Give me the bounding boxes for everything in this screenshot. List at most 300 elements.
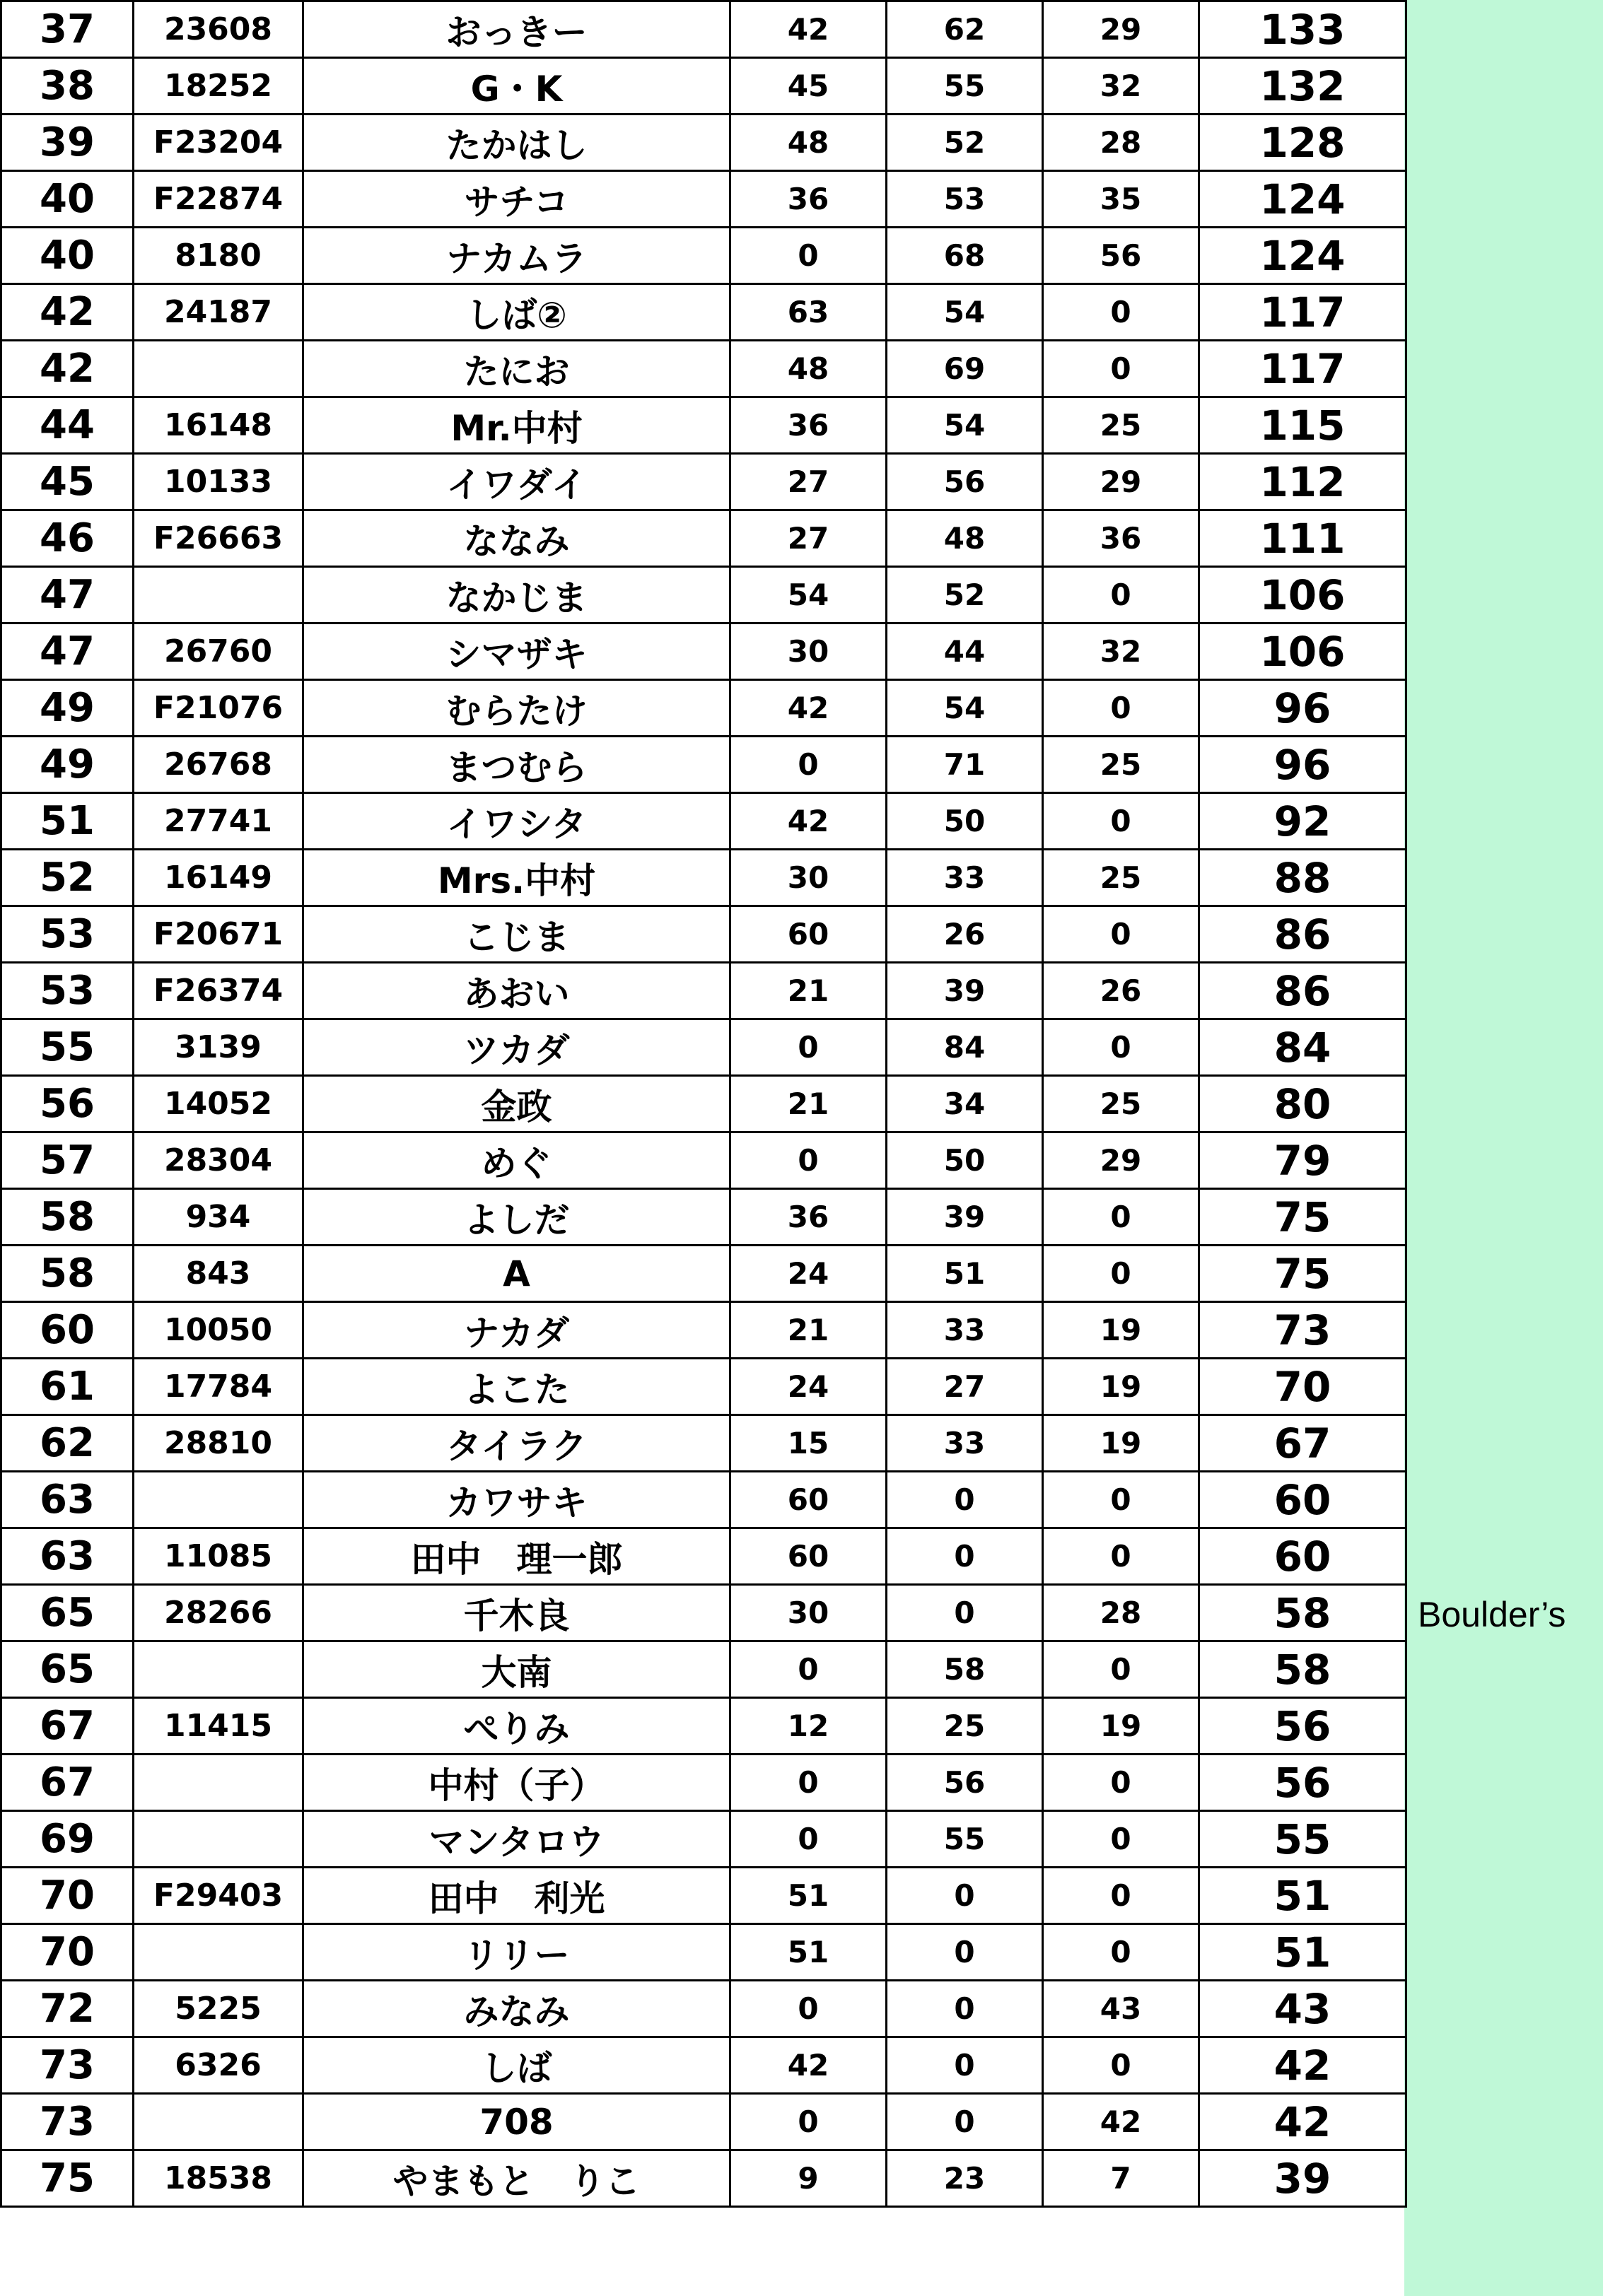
name-cell: よこた [303,1359,730,1415]
table-row [1,1302,1406,1359]
score-3-cell: 0 [1043,1246,1199,1302]
total-cell: 56 [1199,1698,1406,1755]
member-id-cell [134,1924,303,1981]
member-id-cell: 11085 [134,1528,303,1585]
total-cell: 55 [1199,1811,1406,1868]
rank-cell: 44 [1,397,134,454]
rank-cell: 45 [1,454,134,510]
score-1-cell: 42 [730,1,887,58]
total-cell: 75 [1199,1189,1406,1246]
member-id-cell [134,1755,303,1811]
total-cell: 111 [1199,510,1406,567]
score-3-cell: 0 [1043,284,1199,341]
score-3-cell: 0 [1043,1641,1199,1698]
score-3-cell: 0 [1043,1811,1199,1868]
score-3-cell: 36 [1043,510,1199,567]
member-id-cell: F21076 [134,680,303,737]
total-cell: 88 [1199,850,1406,906]
name-cell: イワダイ [303,454,730,510]
total-cell: 92 [1199,793,1406,850]
name-cell: 田中 利光 [303,1868,730,1924]
name-cell: A [303,1246,730,1302]
member-id-cell: 934 [134,1189,303,1246]
score-3-cell: 0 [1043,1755,1199,1811]
score-3-cell: 0 [1043,341,1199,397]
score-2-cell: 27 [887,1359,1043,1415]
rank-cell: 42 [1,284,134,341]
score-2-cell: 0 [887,2037,1043,2094]
name-cell: しば [303,2037,730,2094]
name-cell: 大南 [303,1641,730,1698]
score-1-cell: 24 [730,1359,887,1415]
member-id-cell: 843 [134,1246,303,1302]
score-2-cell: 55 [887,1811,1043,1868]
member-id-cell: 27741 [134,793,303,850]
rank-cell: 73 [1,2094,134,2150]
score-3-cell: 19 [1043,1302,1199,1359]
score-2-cell: 50 [887,1132,1043,1189]
score-2-cell: 50 [887,793,1043,850]
rank-cell: 47 [1,623,134,680]
rank-cell: 46 [1,510,134,567]
score-1-cell: 63 [730,284,887,341]
side-panel [1404,0,1603,2296]
score-3-cell: 7 [1043,2150,1199,2207]
rank-cell: 49 [1,680,134,737]
score-3-cell: 0 [1043,906,1199,963]
total-cell: 86 [1199,963,1406,1019]
table-row [1,1189,1406,1246]
table-row [1,567,1406,623]
table-row [1,1924,1406,1981]
score-1-cell: 9 [730,2150,887,2207]
score-2-cell: 44 [887,623,1043,680]
name-cell: よしだ [303,1189,730,1246]
member-id-cell: 10050 [134,1302,303,1359]
score-1-cell: 24 [730,1246,887,1302]
member-id-cell: F23204 [134,115,303,171]
score-2-cell: 0 [887,1585,1043,1641]
table-row [1,2094,1406,2150]
score-1-cell: 21 [730,963,887,1019]
name-cell: ナカムラ [303,228,730,284]
name-cell: たかはし [303,115,730,171]
name-cell: カワサキ [303,1472,730,1528]
table-row [1,1641,1406,1698]
name-cell: イワシタ [303,793,730,850]
rank-cell: 57 [1,1132,134,1189]
rank-cell: 42 [1,341,134,397]
score-2-cell: 33 [887,1302,1043,1359]
score-1-cell: 48 [730,115,887,171]
score-1-cell: 30 [730,623,887,680]
score-2-cell: 0 [887,1868,1043,1924]
member-id-cell: 26760 [134,623,303,680]
rank-cell: 63 [1,1528,134,1585]
total-cell: 124 [1199,171,1406,228]
rank-cell: 58 [1,1189,134,1246]
score-1-cell: 0 [730,1981,887,2037]
member-id-cell: 23608 [134,1,303,58]
table-row [1,454,1406,510]
score-1-cell: 15 [730,1415,887,1472]
total-cell: 84 [1199,1019,1406,1076]
score-1-cell: 45 [730,58,887,115]
rank-cell: 58 [1,1246,134,1302]
rank-cell: 70 [1,1868,134,1924]
score-3-cell: 29 [1043,1132,1199,1189]
table-row [1,1528,1406,1585]
table-row [1,963,1406,1019]
rank-cell: 49 [1,737,134,793]
score-1-cell: 0 [730,228,887,284]
score-2-cell: 34 [887,1076,1043,1132]
score-3-cell: 0 [1043,1189,1199,1246]
ranking-rows [1,1,1406,2207]
score-1-cell: 0 [730,1755,887,1811]
score-2-cell: 56 [887,454,1043,510]
table-row [1,793,1406,850]
total-cell: 117 [1199,284,1406,341]
score-3-cell: 35 [1043,171,1199,228]
score-3-cell: 0 [1043,2037,1199,2094]
score-3-cell: 56 [1043,228,1199,284]
name-cell: 田中 理一郎 [303,1528,730,1585]
score-2-cell: 68 [887,228,1043,284]
name-cell: Mr.中村 [303,397,730,454]
score-2-cell: 0 [887,1528,1043,1585]
total-cell: 58 [1199,1641,1406,1698]
table-row [1,228,1406,284]
name-cell: 708 [303,2094,730,2150]
score-1-cell: 42 [730,793,887,850]
score-1-cell: 30 [730,850,887,906]
member-id-cell: 28304 [134,1132,303,1189]
score-3-cell: 0 [1043,1868,1199,1924]
score-2-cell: 25 [887,1698,1043,1755]
member-id-cell: 17784 [134,1359,303,1415]
rank-cell: 61 [1,1359,134,1415]
name-cell: ツカダ [303,1019,730,1076]
table-row [1,623,1406,680]
rank-cell: 56 [1,1076,134,1132]
score-1-cell: 30 [730,1585,887,1641]
score-1-cell: 36 [730,1189,887,1246]
rank-cell: 53 [1,963,134,1019]
score-2-cell: 0 [887,2094,1043,2150]
score-2-cell: 53 [887,171,1043,228]
name-cell: 千木良 [303,1585,730,1641]
total-cell: 51 [1199,1868,1406,1924]
rank-cell: 75 [1,2150,134,2207]
total-cell: 42 [1199,2037,1406,2094]
total-cell: 51 [1199,1924,1406,1981]
rank-cell: 65 [1,1641,134,1698]
score-2-cell: 54 [887,284,1043,341]
side-label: Boulder’s [1418,1595,1566,1634]
score-3-cell: 19 [1043,1415,1199,1472]
member-id-cell [134,1811,303,1868]
member-id-cell: F22874 [134,171,303,228]
total-cell: 124 [1199,228,1406,284]
score-1-cell: 0 [730,737,887,793]
member-id-cell: 28266 [134,1585,303,1641]
member-id-cell: 14052 [134,1076,303,1132]
member-id-cell: 5225 [134,1981,303,2037]
name-cell: なかじま [303,567,730,623]
total-cell: 115 [1199,397,1406,454]
score-2-cell: 0 [887,1981,1043,2037]
total-cell: 70 [1199,1359,1406,1415]
score-3-cell: 0 [1043,680,1199,737]
score-2-cell: 55 [887,58,1043,115]
score-2-cell: 71 [887,737,1043,793]
table-row [1,2150,1406,2207]
score-1-cell: 36 [730,171,887,228]
score-2-cell: 26 [887,906,1043,963]
score-2-cell: 54 [887,397,1043,454]
score-2-cell: 39 [887,963,1043,1019]
member-id-cell [134,1641,303,1698]
score-3-cell: 25 [1043,737,1199,793]
score-3-cell: 32 [1043,58,1199,115]
score-1-cell: 0 [730,2094,887,2150]
score-1-cell: 0 [730,1132,887,1189]
rank-cell: 47 [1,567,134,623]
total-cell: 86 [1199,906,1406,963]
total-cell: 56 [1199,1755,1406,1811]
score-2-cell: 56 [887,1755,1043,1811]
total-cell: 132 [1199,58,1406,115]
table-row [1,1585,1406,1641]
score-2-cell: 23 [887,2150,1043,2207]
table-row [1,850,1406,906]
name-cell: G・K [303,58,730,115]
score-3-cell: 25 [1043,1076,1199,1132]
score-1-cell: 21 [730,1302,887,1359]
name-cell: タイラク [303,1415,730,1472]
score-1-cell: 36 [730,397,887,454]
name-cell: むらたけ [303,680,730,737]
rank-cell: 67 [1,1755,134,1811]
rank-cell: 53 [1,906,134,963]
total-cell: 60 [1199,1472,1406,1528]
member-id-cell: F26663 [134,510,303,567]
score-2-cell: 62 [887,1,1043,58]
name-cell: 中村（子） [303,1755,730,1811]
name-cell: まつむら [303,737,730,793]
name-cell: めぐ [303,1132,730,1189]
total-cell: 67 [1199,1415,1406,1472]
score-1-cell: 27 [730,510,887,567]
member-id-cell: 18538 [134,2150,303,2207]
score-1-cell: 51 [730,1868,887,1924]
score-1-cell: 21 [730,1076,887,1132]
total-cell: 39 [1199,2150,1406,2207]
rank-cell: 67 [1,1698,134,1755]
score-3-cell: 29 [1043,454,1199,510]
score-3-cell: 0 [1043,1472,1199,1528]
total-cell: 133 [1199,1,1406,58]
rank-cell: 37 [1,1,134,58]
score-3-cell: 0 [1043,567,1199,623]
name-cell: たにお [303,341,730,397]
score-2-cell: 39 [887,1189,1043,1246]
score-2-cell: 69 [887,341,1043,397]
score-2-cell: 58 [887,1641,1043,1698]
total-cell: 80 [1199,1076,1406,1132]
table-row [1,171,1406,228]
name-cell: マンタロウ [303,1811,730,1868]
rank-cell: 51 [1,793,134,850]
total-cell: 60 [1199,1528,1406,1585]
table-row [1,58,1406,115]
table-row [1,1132,1406,1189]
rank-cell: 72 [1,1981,134,2037]
rank-cell: 63 [1,1472,134,1528]
rank-cell: 65 [1,1585,134,1641]
member-id-cell: 6326 [134,2037,303,2094]
table-row [1,1415,1406,1472]
total-cell: 117 [1199,341,1406,397]
member-id-cell [134,2094,303,2150]
total-cell: 75 [1199,1246,1406,1302]
table-row [1,1981,1406,2037]
table-row [1,115,1406,171]
rank-cell: 62 [1,1415,134,1472]
score-1-cell: 0 [730,1019,887,1076]
score-3-cell: 0 [1043,793,1199,850]
rank-cell: 39 [1,115,134,171]
score-3-cell: 28 [1043,115,1199,171]
member-id-cell: 28810 [134,1415,303,1472]
name-cell: みなみ [303,1981,730,2037]
name-cell: こじま [303,906,730,963]
total-cell: 42 [1199,2094,1406,2150]
name-cell: おっきー [303,1,730,58]
table-row [1,1868,1406,1924]
name-cell: サチコ [303,171,730,228]
name-cell: シマザキ [303,623,730,680]
name-cell: ななみ [303,510,730,567]
name-cell: ぺりみ [303,1698,730,1755]
member-id-cell [134,567,303,623]
member-id-cell [134,1472,303,1528]
rank-cell: 69 [1,1811,134,1868]
rank-cell: 70 [1,1924,134,1981]
score-3-cell: 0 [1043,1019,1199,1076]
score-2-cell: 0 [887,1924,1043,1981]
name-cell: 金政 [303,1076,730,1132]
member-id-cell: 11415 [134,1698,303,1755]
score-2-cell: 33 [887,1415,1043,1472]
score-3-cell: 25 [1043,850,1199,906]
table-row [1,1246,1406,1302]
total-cell: 96 [1199,680,1406,737]
rank-cell: 38 [1,58,134,115]
name-cell: ナカダ [303,1302,730,1359]
name-cell: しば② [303,284,730,341]
rank-cell: 40 [1,171,134,228]
table-row [1,680,1406,737]
table-row [1,284,1406,341]
score-1-cell: 0 [730,1811,887,1868]
score-3-cell: 0 [1043,1924,1199,1981]
member-id-cell: 3139 [134,1019,303,1076]
score-3-cell: 26 [1043,963,1199,1019]
member-id-cell [134,341,303,397]
score-1-cell: 51 [730,1924,887,1981]
member-id-cell: 18252 [134,58,303,115]
member-id-cell: 26768 [134,737,303,793]
total-cell: 43 [1199,1981,1406,2037]
name-cell: Mrs.中村 [303,850,730,906]
total-cell: 106 [1199,623,1406,680]
score-2-cell: 51 [887,1246,1043,1302]
member-id-cell: 16149 [134,850,303,906]
table-row [1,1811,1406,1868]
table-row [1,1,1406,58]
rank-cell: 73 [1,2037,134,2094]
score-2-cell: 33 [887,850,1043,906]
table-row [1,1472,1406,1528]
score-1-cell: 60 [730,906,887,963]
total-cell: 128 [1199,115,1406,171]
table-row [1,1755,1406,1811]
member-id-cell: 16148 [134,397,303,454]
total-cell: 73 [1199,1302,1406,1359]
score-2-cell: 54 [887,680,1043,737]
score-1-cell: 60 [730,1472,887,1528]
score-3-cell: 29 [1043,1,1199,58]
score-2-cell: 52 [887,567,1043,623]
score-2-cell: 84 [887,1019,1043,1076]
table-row [1,1698,1406,1755]
score-1-cell: 0 [730,1641,887,1698]
member-id-cell: F20671 [134,906,303,963]
total-cell: 112 [1199,454,1406,510]
score-3-cell: 25 [1043,397,1199,454]
table-row [1,2037,1406,2094]
table-row [1,1359,1406,1415]
score-2-cell: 0 [887,1472,1043,1528]
total-cell: 58 [1199,1585,1406,1641]
rank-cell: 40 [1,228,134,284]
score-1-cell: 60 [730,1528,887,1585]
name-cell: リリー [303,1924,730,1981]
score-3-cell: 32 [1043,623,1199,680]
total-cell: 106 [1199,567,1406,623]
score-1-cell: 42 [730,2037,887,2094]
rank-cell: 52 [1,850,134,906]
table-row [1,737,1406,793]
member-id-cell: F29403 [134,1868,303,1924]
table-row [1,510,1406,567]
score-3-cell: 19 [1043,1698,1199,1755]
score-1-cell: 12 [730,1698,887,1755]
score-1-cell: 48 [730,341,887,397]
rank-cell: 55 [1,1019,134,1076]
score-2-cell: 48 [887,510,1043,567]
member-id-cell: F26374 [134,963,303,1019]
member-id-cell: 8180 [134,228,303,284]
table-row [1,341,1406,397]
table-row [1,397,1406,454]
member-id-cell: 10133 [134,454,303,510]
score-1-cell: 27 [730,454,887,510]
name-cell: あおい [303,963,730,1019]
total-cell: 79 [1199,1132,1406,1189]
